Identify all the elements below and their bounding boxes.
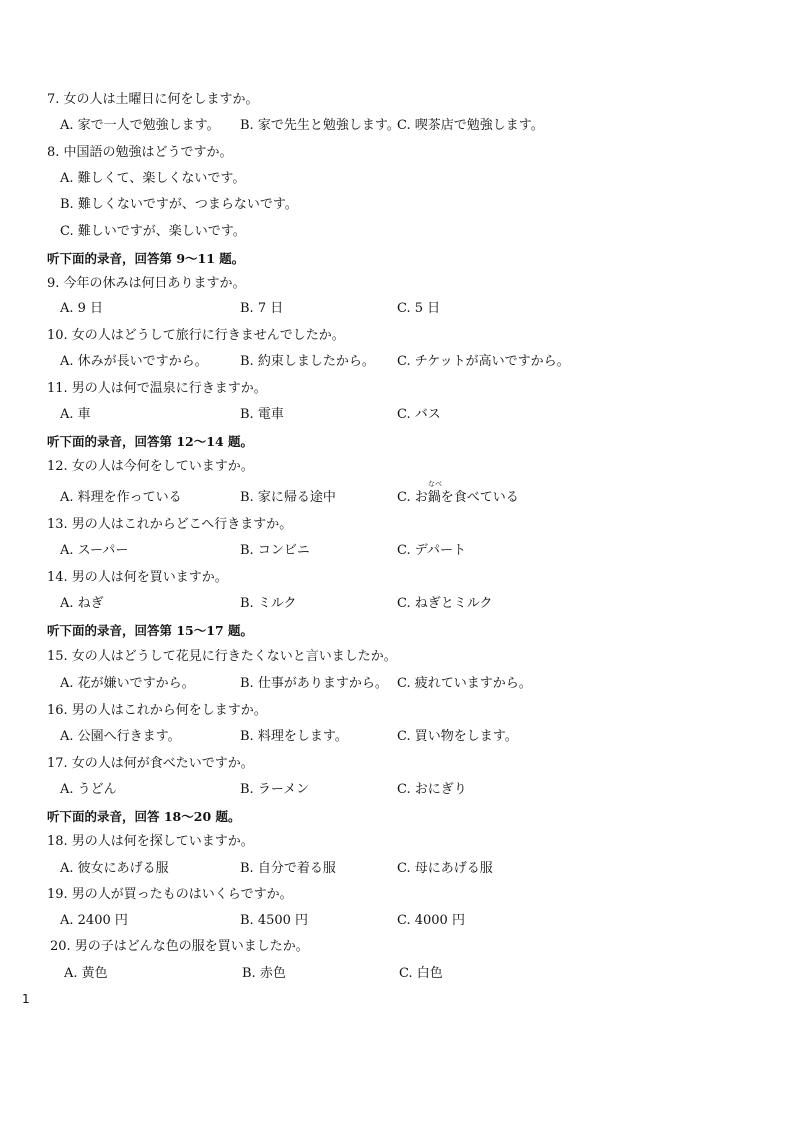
furigana-nabe: なべ (428, 480, 442, 488)
question-15: 15. 女の人はどうして花見に行きたくないと言いましたか。 (47, 649, 397, 664)
option-14c: C. ねぎとミルク (397, 596, 493, 611)
option-17c: C. おにぎり (397, 782, 467, 797)
option-16c: C. 買い物をします。 (397, 729, 518, 744)
option-16a: A. 公園へ行きます。 (60, 729, 181, 744)
option-19b: B. 4500 円 (240, 913, 309, 928)
question-9: 9. 今年の休みは何日ありますか。 (47, 276, 246, 291)
section-heading-15-17: 听下面的录音，回答第 15～17 题。 (47, 623, 253, 638)
option-7c: C. 喫茶店で勉強します。 (397, 118, 544, 133)
option-8a: A. 難しくて、楽しくないです。 (60, 171, 246, 186)
question-8: 8. 中国語の勉強はどうですか。 (47, 145, 233, 160)
question-11: 11. 男の人は何で温泉に行きますか。 (47, 381, 267, 396)
section-heading-18-20: 听下面的录音，回答 18～20 题。 (47, 809, 241, 824)
question-7: 7. 女の人は土曜日に何をしますか。 (47, 92, 259, 107)
question-10: 10. 女の人はどうして旅行に行きませんでしたか。 (47, 328, 345, 343)
option-15b: B. 仕事がありますから。 (240, 676, 388, 691)
option-15a: A. 花が嫌いですから。 (60, 676, 195, 691)
option-9a: A. 9 日 (60, 301, 104, 316)
section-heading-12-14: 听下面的录音，回答第 12～14 题。 (47, 434, 253, 449)
option-18b: B. 自分で着る服 (240, 861, 336, 876)
option-9c: C. 5 日 (397, 301, 441, 316)
option-11c: C. バス (397, 407, 441, 422)
option-12b: B. 家に帰る途中 (240, 490, 336, 505)
option-7b: B. 家で先生と勉強します。 (240, 118, 400, 133)
option-13c: C. デパート (397, 543, 466, 558)
option-13a: A. スーパー (60, 543, 129, 558)
option-19a: A. 2400 円 (60, 913, 128, 928)
option-17a: A. うどん (60, 782, 117, 797)
option-15c: C. 疲れていますから。 (397, 676, 532, 691)
option-17b: B. ラーメン (240, 782, 310, 797)
section-heading-9-11: 听下面的录音，回答第 9～11 题。 (47, 251, 245, 266)
option-10a: A. 休みが長いですから。 (60, 354, 208, 369)
question-17: 17. 女の人は何が食べたいですか。 (47, 756, 254, 771)
option-20c: C. 白色 (399, 966, 443, 981)
option-16b: B. 料理をします。 (240, 729, 348, 744)
option-18c: C. 母にあげる服 (397, 861, 493, 876)
option-14b: B. ミルク (240, 596, 297, 611)
option-20b: B. 赤色 (242, 966, 286, 981)
option-19c: C. 4000 円 (397, 913, 465, 928)
question-13: 13. 男の人はこれからどこへ行きますか。 (47, 517, 293, 532)
option-13b: B. コンビニ (240, 543, 310, 558)
option-10c: C. チケットが高いですから。 (397, 354, 570, 369)
option-12c: C. お鍋を食べている (397, 490, 519, 505)
option-18a: A. 彼女にあげる服 (60, 861, 169, 876)
option-8c: C. 難しいですが、楽しいです。 (60, 224, 246, 239)
question-14: 14. 男の人は何を買いますか。 (47, 570, 228, 585)
page-number: 1 (22, 992, 30, 1006)
option-8b: B. 難しくないですが、つまらないです。 (60, 197, 298, 212)
option-14a: A. ねぎ (60, 596, 104, 611)
option-10b: B. 約束しましたから。 (240, 354, 375, 369)
option-11b: B. 電車 (240, 407, 284, 422)
option-7a: A. 家で一人で勉強します。 (60, 118, 220, 133)
option-9b: B. 7 日 (240, 301, 284, 316)
question-18: 18. 男の人は何を探していますか。 (47, 834, 254, 849)
question-19: 19. 男の人が買ったものはいくらですか。 (47, 887, 293, 902)
question-12: 12. 女の人は今何をしていますか。 (47, 459, 254, 474)
option-20a: A. 黄色 (64, 966, 108, 981)
option-11a: A. 車 (60, 407, 91, 422)
option-12a: A. 料理を作っている (60, 490, 182, 505)
question-20: 20. 男の子はどんな色の服を買いましたか。 (50, 939, 309, 954)
question-16: 16. 男の人はこれから何をしますか。 (47, 703, 267, 718)
